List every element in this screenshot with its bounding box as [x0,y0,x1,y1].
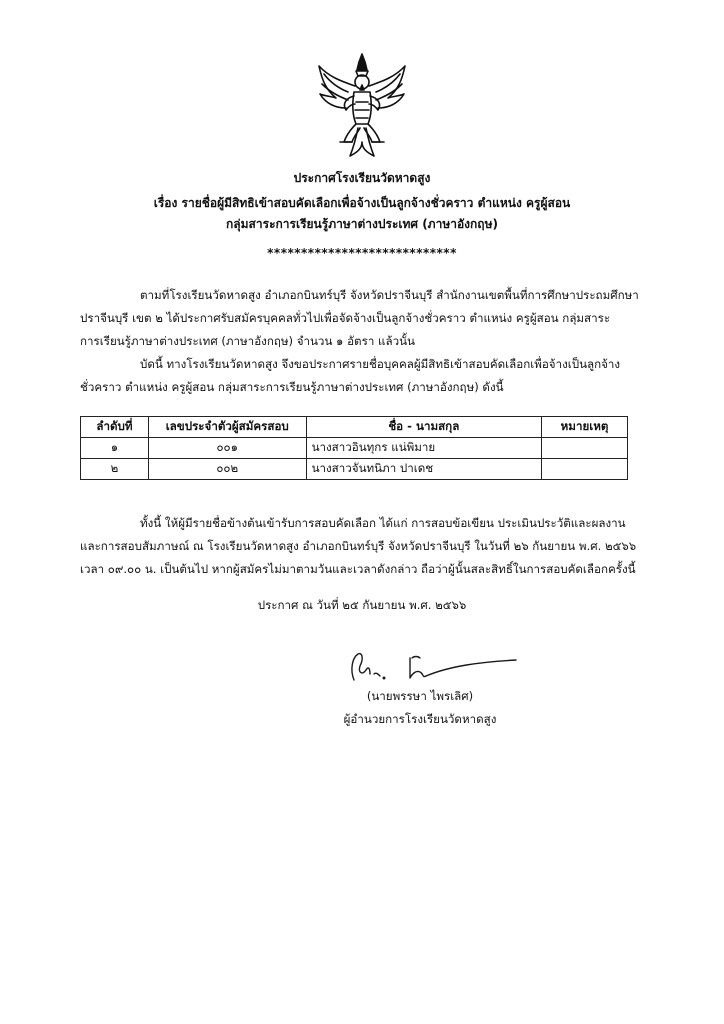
table-row [81,459,628,480]
announcement-subject: เรื่อง รายชื่อผู้มีสิทธิเข้าสอบคัดเลือกเพื่อจ้างเป็นลูกจ้างชั่วคราว ตำแหน่ง ครูผู้สอน [153,196,571,210]
row-remark [542,438,628,459]
separator-line: **************************** [267,246,457,260]
applicant-table [80,416,628,480]
row-applicant-id: ๐๐๒ [148,459,306,480]
garuda-emblem [316,52,408,160]
handwritten-signature [340,648,520,686]
row-applicant-id: ๐๐๑ [148,438,306,459]
column-header-applicant-id: เลขประจำตัวผู้สมัครสอบ [148,417,306,438]
column-header-no: ลำดับที่ [81,417,149,438]
row-remark [542,459,628,480]
announcement-date: ประกาศ ณ วันที่ ๒๕ กันยายน พ.ศ. ๒๕๖๖ [257,598,467,612]
paragraph-3-line-2: และการสอบสัมภาษณ์ ณ โรงเรียนวัดหาดสูง อำเภอกบินทร์บุรี จังหวัดปราจีนบุรี ในวันที่ ๒๖ กันยายน พ.ศ. ๒๕๖๖ [80,539,637,553]
signer-name: (นายพรรษา ไพรเลิศ) [366,689,474,703]
column-header-remark: หมายเหตุ [542,417,628,438]
paragraph-1-line-2: ปราจีนบุรี เขต ๒ ได้ประกาศรับสมัครบุคคลทั่วไปเพื่อจัดจ้างเป็นลูกจ้างชั่วคราว ตำแหน่ง ครูผู้สอน กลุ่มสาระ [80,311,611,325]
row-no: ๒ [81,459,149,480]
row-no: ๑ [81,438,149,459]
announcement-subject-line2: กลุ่มสาระการเรียนรู้ภาษาต่างประเทศ (ภาษาอังกฤษ) [226,217,498,231]
table-header-row [81,417,628,438]
row-name: นางสาวจันทนิภา ปาเดช [306,459,541,480]
signer-position: ผู้อำนวยการโรงเรียนวัดหาดสูง [343,712,497,726]
paragraph-1-line-3: การเรียนรู้ภาษาต่างประเทศ (ภาษาอังกฤษ) จำนวน ๑ อัตรา แล้วนั้น [80,334,415,348]
table-row [81,438,628,459]
paragraph-1-line-1: ตามที่โรงเรียนวัดหาดสูง อำเภอกบินทร์บุรี จังหวัดปราจีนบุรี สำนักงานเขตพื้นที่การศึกษาประถมศึกษา [140,288,639,302]
paragraph-2-line-1: บัดนี้ ทางโรงเรียนวัดหาดสูง จึงขอประกาศรายชื่อบุคคลผู้มีสิทธิเข้าสอบคัดเลือกเพื่อจ้างเป็นลูกจ้าง [140,357,621,371]
column-header-name: ชื่อ - นามสกุล [306,417,541,438]
announcement-title: ประกาศโรงเรียนวัดหาดสูง [293,171,431,185]
row-name: นางสาวอินทุกร แน่พิมาย [306,438,541,459]
paragraph-3-line-1: ทั้งนี้ ให้ผู้มีรายชื่อข้างต้นเข้ารับการสอบคัดเลือก ได้แก่ การสอบข้อเขียน ประเมินประวัติและผลงาน [140,516,626,530]
paragraph-2-line-2: ชั่วคราว ตำแหน่ง ครูผู้สอน กลุ่มสาระการเรียนรู้ภาษาต่างประเทศ (ภาษาอังกฤษ) ดังนี้ [80,380,504,394]
paragraph-3-line-3: เวลา ๐๙.๐๐ น. เป็นต้นไป หากผู้สมัครไม่มาตามวันและเวลาดังกล่าว ถือว่าผู้นั้นสละสิทธิ์ในการสอบคัดเลือกครั้งนี้ [80,562,636,576]
